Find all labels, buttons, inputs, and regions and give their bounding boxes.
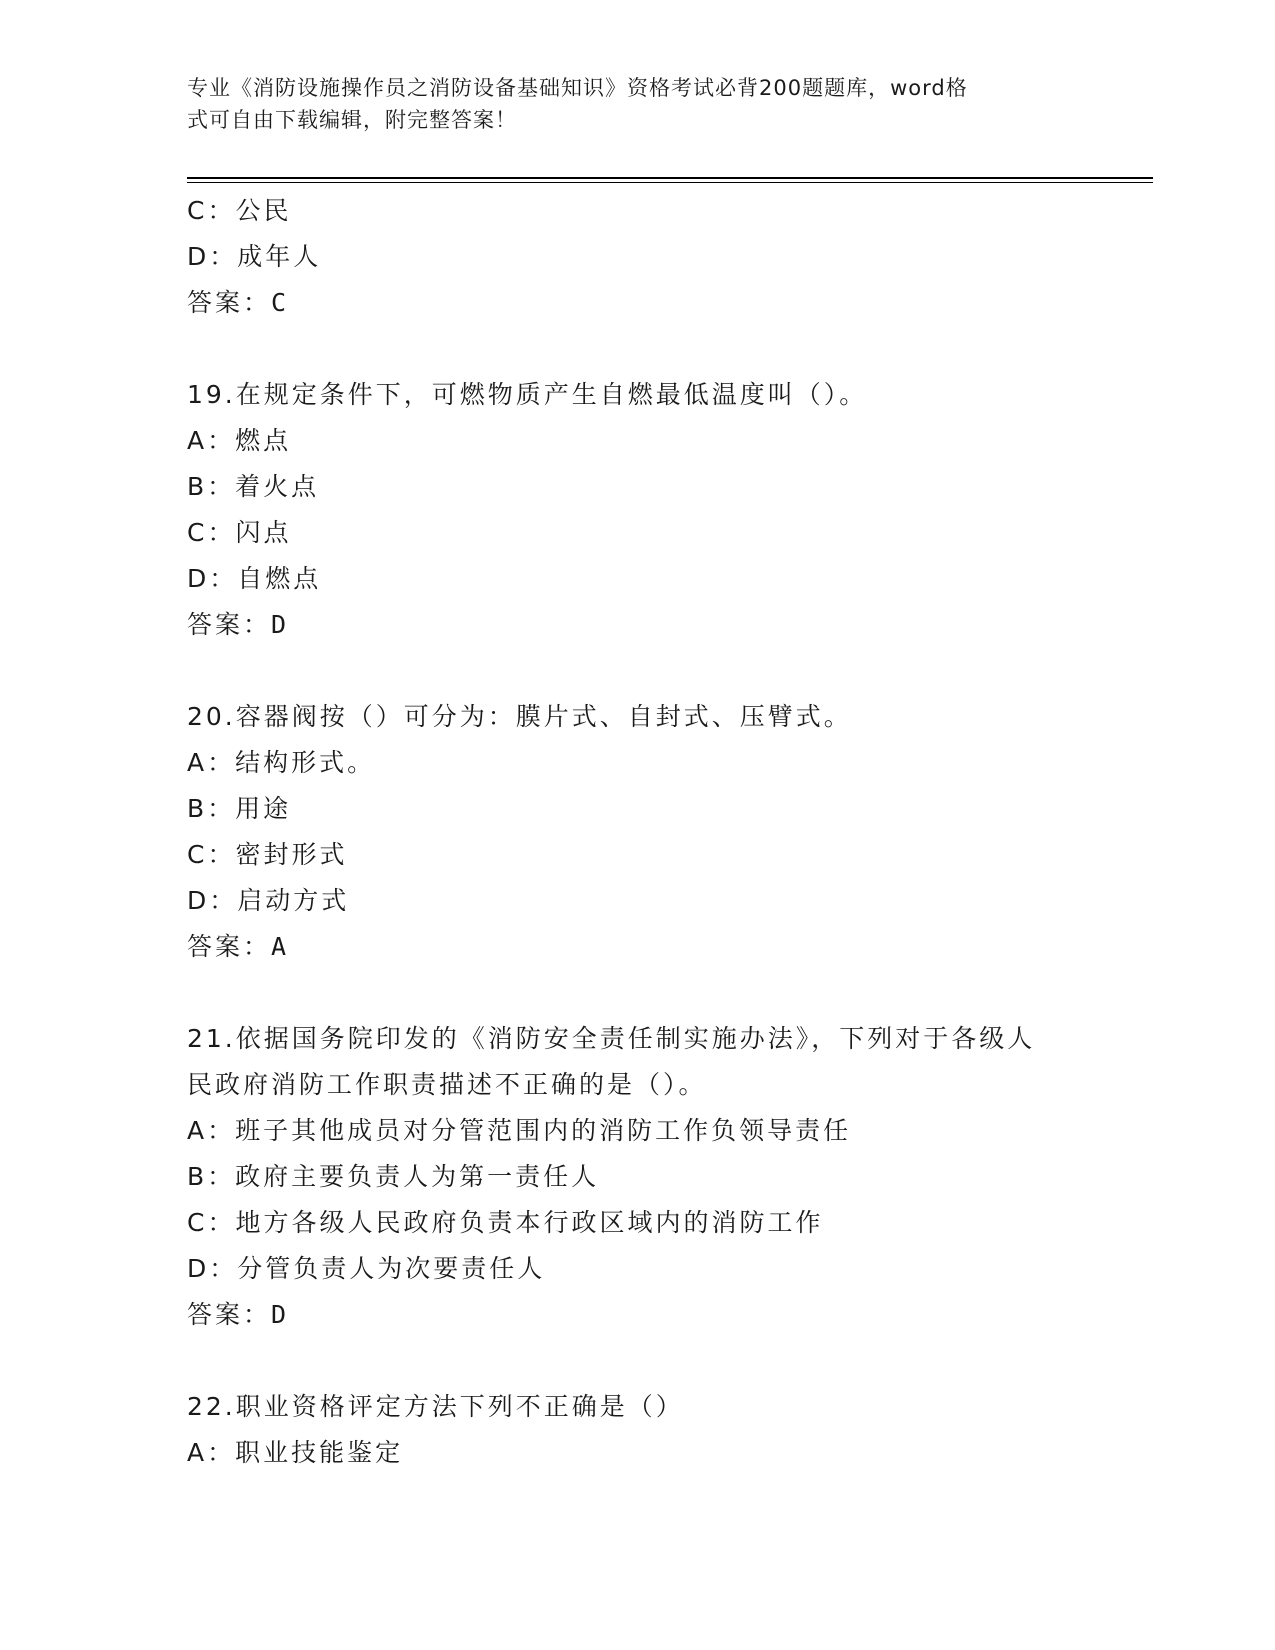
question-stem-line-2: 民政府消防工作职责描述不正确的是（）。 — [187, 1070, 707, 1099]
question-stem: 22.职业资格评定方法下列不正确是（） — [187, 1392, 684, 1421]
option-d: D：自燃点 — [187, 564, 322, 593]
answer-line — [187, 924, 1087, 970]
question-block-22 — [187, 1384, 1087, 1476]
option-d: D：分管负责人为次要责任人 — [187, 1254, 546, 1283]
header-divider-bottom — [187, 182, 1153, 183]
answer-line — [187, 1292, 1087, 1338]
answer-label: 答案： — [187, 288, 272, 317]
option-d: D：成年人 — [187, 242, 322, 271]
header-divider-top — [187, 177, 1153, 179]
answer-line — [187, 602, 1087, 648]
question-block-21 — [187, 1016, 1087, 1338]
option-a: A：职业技能鉴定 — [187, 1438, 404, 1467]
option-a: A：班子其他成员对分管范围内的消防工作负领导责任 — [187, 1116, 852, 1145]
option-b: B：用途 — [187, 794, 292, 823]
question-stem: 20.容器阀按（）可分为：膜片式、自封式、压臂式。 — [187, 702, 852, 731]
question-block-20 — [187, 694, 1087, 970]
answer-label: 答案： — [187, 1300, 272, 1329]
option-c: C：闪点 — [187, 518, 292, 547]
answer-line — [187, 280, 1087, 326]
option-c: C：地方各级人民政府负责本行政区域内的消防工作 — [187, 1208, 824, 1237]
option-a: A：燃点 — [187, 426, 292, 455]
answer-value: D — [271, 1300, 290, 1329]
document-header — [187, 72, 1067, 136]
question-block-19 — [187, 372, 1087, 648]
question-stem-line-1: 21.依据国务院印发的《消防安全责任制实施办法》，下列对于各级人 — [187, 1024, 1036, 1053]
spacer — [187, 326, 1087, 372]
header-line-1: 专业《消防设施操作员之消防设备基础知识》资格考试必背200题题库，word格 — [187, 76, 968, 100]
option-a: A：结构形式。 — [187, 748, 376, 777]
question-block-prev — [187, 188, 1087, 326]
option-c: C：公民 — [187, 196, 292, 225]
spacer — [187, 1338, 1087, 1384]
question-list — [187, 188, 1087, 1476]
answer-label: 答案： — [187, 610, 272, 639]
option-c: C：密封形式 — [187, 840, 348, 869]
header-line-2: 式可自由下载编辑，附完整答案！ — [187, 108, 517, 132]
option-b: B：政府主要负责人为第一责任人 — [187, 1162, 600, 1191]
spacer — [187, 970, 1087, 1016]
answer-label: 答案： — [187, 932, 272, 961]
answer-value: C — [271, 288, 290, 317]
answer-value: D — [271, 610, 290, 639]
option-d: D：启动方式 — [187, 886, 350, 915]
spacer — [187, 648, 1087, 694]
option-b: B：着火点 — [187, 472, 320, 501]
question-stem: 19.在规定条件下，可燃物质产生自燃最低温度叫（）。 — [187, 380, 868, 409]
answer-value: A — [271, 932, 290, 961]
